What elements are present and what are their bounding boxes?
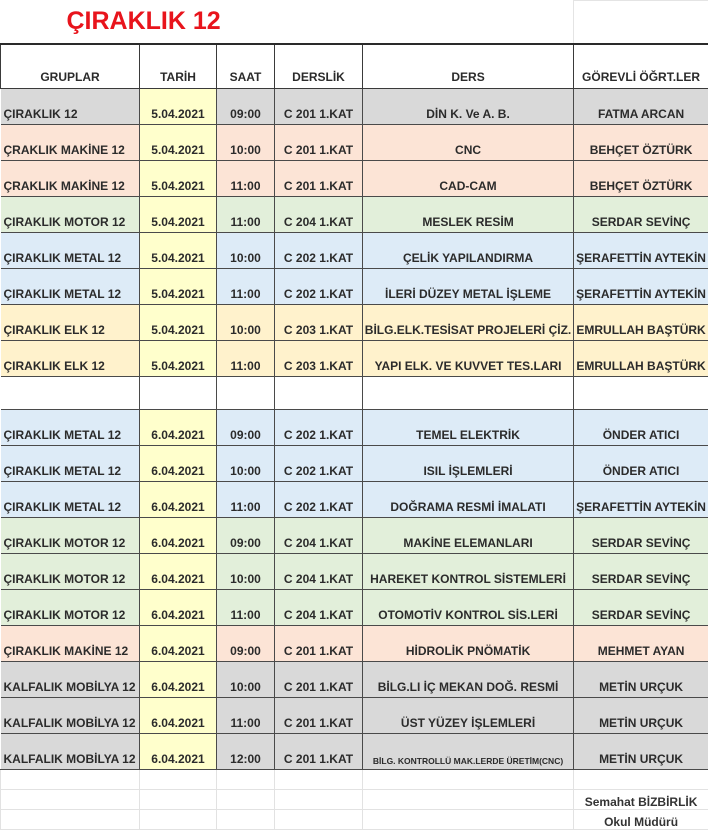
room-cell[interactable]: C 202 1.KAT [275, 482, 363, 518]
table-row [1, 626, 708, 662]
empty-cell[interactable] [217, 770, 275, 790]
course-cell[interactable]: HİDROLİK PNÖMATİK [363, 626, 574, 662]
title-row [1, 1, 708, 45]
teacher-cell[interactable]: BEHÇET ÖZTÜRK [574, 161, 708, 197]
room-cell[interactable]: C 204 1.KAT [275, 554, 363, 590]
date-cell[interactable]: 5.04.2021 [140, 233, 217, 269]
course-cell[interactable]: ÜST YÜZEY İŞLEMLERİ [363, 698, 574, 734]
date-cell[interactable]: 6.04.2021 [140, 698, 217, 734]
room-cell[interactable]: C 202 1.KAT [275, 269, 363, 305]
teacher-cell[interactable]: FATMA ARCAN [574, 89, 708, 125]
time-cell[interactable]: 09:00 [217, 626, 275, 662]
teacher-cell[interactable]: ÖNDER ATICI [574, 410, 708, 446]
time-cell[interactable]: 11:00 [217, 161, 275, 197]
course-cell[interactable]: CNC [363, 125, 574, 161]
group-cell[interactable]: ÇIRAKLIK METAL 12 [1, 233, 140, 269]
time-cell[interactable]: 10:00 [217, 233, 275, 269]
date-cell[interactable]: 5.04.2021 [140, 161, 217, 197]
empty-cell[interactable] [363, 810, 574, 830]
empty-cell[interactable] [217, 790, 275, 810]
course-cell[interactable]: TEMEL ELEKTRİK [363, 410, 574, 446]
empty-cell[interactable] [1, 770, 140, 790]
teacher-cell[interactable]: METİN URÇUK [574, 734, 708, 770]
header-saat: SAAT [217, 44, 275, 89]
header-gruplar: GRUPLAR [1, 44, 140, 89]
course-cell[interactable]: HAREKET KONTROL SİSTEMLERİ [363, 554, 574, 590]
room-cell[interactable]: C 202 1.KAT [275, 446, 363, 482]
empty-cell[interactable] [275, 377, 363, 410]
date-cell[interactable]: 5.04.2021 [140, 125, 217, 161]
group-cell[interactable]: ÇIRAKLIK METAL 12 [1, 482, 140, 518]
group-cell[interactable]: ÇIRAKLIK MOTOR 12 [1, 590, 140, 626]
teacher-cell[interactable]: SERDAR SEVİNÇ [574, 518, 708, 554]
group-cell[interactable]: ÇIRAKLIK METAL 12 [1, 446, 140, 482]
teacher-cell[interactable]: ÖNDER ATICI [574, 446, 708, 482]
room-cell[interactable]: C 204 1.KAT [275, 518, 363, 554]
table-row [1, 233, 708, 269]
date-cell[interactable]: 6.04.2021 [140, 626, 217, 662]
date-cell[interactable]: 5.04.2021 [140, 89, 217, 125]
group-cell[interactable]: ÇRAKLIK MAKİNE 12 [1, 125, 140, 161]
empty-cell[interactable] [574, 1, 708, 45]
teacher-cell[interactable]: SERDAR SEVİNÇ [574, 590, 708, 626]
course-cell[interactable]: MESLEK RESİM [363, 197, 574, 233]
empty-cell[interactable] [363, 770, 574, 790]
date-cell[interactable]: 6.04.2021 [140, 734, 217, 770]
empty-cell[interactable] [574, 377, 708, 410]
table-row [1, 482, 708, 518]
table-row [1, 698, 708, 734]
time-cell[interactable]: 09:00 [217, 410, 275, 446]
table-row [1, 161, 708, 197]
time-cell[interactable]: 12:00 [217, 734, 275, 770]
empty-cell[interactable] [363, 790, 574, 810]
date-cell[interactable]: 5.04.2021 [140, 197, 217, 233]
time-cell[interactable]: 11:00 [217, 341, 275, 377]
course-cell[interactable]: MAKİNE ELEMANLARI [363, 518, 574, 554]
table-row [1, 734, 708, 770]
time-cell[interactable]: 09:00 [217, 518, 275, 554]
group-cell[interactable]: ÇIRAKLIK MAKİNE 12 [1, 626, 140, 662]
time-cell[interactable]: 10:00 [217, 125, 275, 161]
date-cell[interactable]: 6.04.2021 [140, 410, 217, 446]
group-cell[interactable]: ÇIRAKLIK ELK 12 [1, 341, 140, 377]
table-row [1, 590, 708, 626]
time-cell[interactable]: 11:00 [217, 269, 275, 305]
room-cell[interactable]: C 201 1.KAT [275, 89, 363, 125]
room-cell[interactable]: C 202 1.KAT [275, 410, 363, 446]
group-cell[interactable]: ÇIRAKLIK MOTOR 12 [1, 554, 140, 590]
course-cell[interactable]: YAPI ELK. VE KUVVET TES.LARI [363, 341, 574, 377]
empty-cell[interactable] [1, 790, 140, 810]
sheet-title: ÇIRAKLIK 12 [1, 1, 574, 45]
group-cell[interactable]: ÇIRAKLIK MOTOR 12 [1, 518, 140, 554]
time-cell[interactable]: 11:00 [217, 590, 275, 626]
teacher-cell[interactable]: EMRULLAH BAŞTÜRK [574, 341, 708, 377]
group-cell[interactable]: KALFALIK MOBİLYA 12 [1, 734, 140, 770]
room-cell[interactable]: C 201 1.KAT [275, 734, 363, 770]
date-cell[interactable]: 5.04.2021 [140, 341, 217, 377]
room-cell[interactable]: C 201 1.KAT [275, 125, 363, 161]
group-cell[interactable]: ÇIRAKLIK ELK 12 [1, 305, 140, 341]
date-cell[interactable]: 6.04.2021 [140, 662, 217, 698]
course-cell[interactable]: İLERİ DÜZEY METAL İŞLEME [363, 269, 574, 305]
empty-cell[interactable] [275, 790, 363, 810]
table-row [1, 269, 708, 305]
group-cell[interactable]: KALFALIK MOBİLYA 12 [1, 698, 140, 734]
header-derslik: DERSLİK [275, 44, 363, 89]
teacher-cell[interactable]: ŞERAFETTİN AYTEKİN [574, 269, 708, 305]
course-cell[interactable]: BİLG.LI İÇ MEKAN DOĞ. RESMİ [363, 662, 574, 698]
empty-cell[interactable] [574, 770, 708, 790]
time-cell[interactable]: 10:00 [217, 305, 275, 341]
date-cell[interactable]: 5.04.2021 [140, 269, 217, 305]
group-cell[interactable]: ÇIRAKLIK MOTOR 12 [1, 197, 140, 233]
date-cell[interactable]: 6.04.2021 [140, 590, 217, 626]
date-cell[interactable]: 6.04.2021 [140, 554, 217, 590]
time-cell[interactable]: 11:00 [217, 698, 275, 734]
header-ogretmenler: GÖREVLİ ÖĞRT.LER [574, 44, 708, 89]
course-cell[interactable]: OTOMOTİV KONTROL SİS.LERİ [363, 590, 574, 626]
empty-cell[interactable] [275, 810, 363, 830]
empty-cell[interactable] [140, 770, 217, 790]
teacher-cell[interactable]: SERDAR SEVİNÇ [574, 554, 708, 590]
time-cell[interactable]: 11:00 [217, 482, 275, 518]
time-cell[interactable]: 10:00 [217, 662, 275, 698]
table-row [1, 662, 708, 698]
teacher-cell[interactable]: METİN URÇUK [574, 662, 708, 698]
group-cell[interactable]: ÇRAKLIK MAKİNE 12 [1, 161, 140, 197]
course-cell[interactable]: ISIL İŞLEMLERİ [363, 446, 574, 482]
empty-cell[interactable] [140, 377, 217, 410]
group-cell[interactable]: ÇIRAKLIK METAL 12 [1, 269, 140, 305]
course-cell[interactable]: CAD-CAM [363, 161, 574, 197]
signature-role: Okul Müdürü [574, 810, 708, 830]
empty-cell[interactable] [217, 377, 275, 410]
time-cell[interactable]: 10:00 [217, 554, 275, 590]
course-cell[interactable]: DOĞRAMA RESMİ İMALATI [363, 482, 574, 518]
course-cell[interactable]: DİN K. Ve A. B. [363, 89, 574, 125]
time-cell[interactable]: 10:00 [217, 446, 275, 482]
date-cell[interactable]: 5.04.2021 [140, 305, 217, 341]
course-cell[interactable]: BİLG.ELK.TESİSAT PROJELERİ ÇİZ. [363, 305, 574, 341]
room-cell[interactable]: C 201 1.KAT [275, 626, 363, 662]
room-cell[interactable]: C 201 1.KAT [275, 698, 363, 734]
room-cell[interactable]: C 201 1.KAT [275, 662, 363, 698]
empty-cell[interactable] [217, 810, 275, 830]
empty-cell[interactable] [1, 810, 140, 830]
date-cell[interactable]: 6.04.2021 [140, 518, 217, 554]
blank-separator-row [1, 377, 708, 410]
teacher-cell[interactable]: BEHÇET ÖZTÜRK [574, 125, 708, 161]
header-row [1, 44, 708, 89]
table-row [1, 554, 708, 590]
room-cell[interactable]: C 202 1.KAT [275, 233, 363, 269]
empty-cell[interactable] [140, 810, 217, 830]
table-row [1, 341, 708, 377]
table-row [1, 89, 708, 125]
header-tarih: TARİH [140, 44, 217, 89]
table-row [1, 125, 708, 161]
time-cell[interactable]: 11:00 [217, 197, 275, 233]
table-row [1, 410, 708, 446]
table-row [1, 305, 708, 341]
group-cell[interactable]: ÇIRAKLIK 12 [1, 89, 140, 125]
empty-cell[interactable] [140, 790, 217, 810]
teacher-cell[interactable]: ŞERAFETTİN AYTEKİN [574, 233, 708, 269]
header-ders: DERS [363, 44, 574, 89]
group-cell[interactable]: KALFALIK MOBİLYA 12 [1, 662, 140, 698]
date-cell[interactable]: 6.04.2021 [140, 482, 217, 518]
teacher-cell[interactable]: EMRULLAH BAŞTÜRK [574, 305, 708, 341]
table-row [1, 446, 708, 482]
room-cell[interactable]: C 203 1.KAT [275, 305, 363, 341]
room-cell[interactable]: C 203 1.KAT [275, 341, 363, 377]
empty-cell[interactable] [275, 770, 363, 790]
room-cell[interactable]: C 204 1.KAT [275, 590, 363, 626]
teacher-cell[interactable]: METİN URÇUK [574, 698, 708, 734]
group-cell[interactable]: ÇIRAKLIK METAL 12 [1, 410, 140, 446]
date-cell[interactable]: 6.04.2021 [140, 446, 217, 482]
course-cell[interactable]: BİLG. KONTROLLÜ MAK.LERDE ÜRETİM(CNC) [363, 734, 574, 770]
empty-row [1, 770, 708, 790]
signature-name: Semahat BİZBİRLİK [574, 790, 708, 810]
signature-role-row [1, 810, 708, 830]
teacher-cell[interactable]: MEHMET AYAN [574, 626, 708, 662]
room-cell[interactable]: C 204 1.KAT [275, 197, 363, 233]
empty-cell[interactable] [1, 377, 140, 410]
room-cell[interactable]: C 201 1.KAT [275, 161, 363, 197]
empty-cell[interactable] [363, 377, 574, 410]
teacher-cell[interactable]: ŞERAFETTİN AYTEKİN [574, 482, 708, 518]
teacher-cell[interactable]: SERDAR SEVİNÇ [574, 197, 708, 233]
course-cell[interactable]: ÇELİK YAPILANDIRMA [363, 233, 574, 269]
signature-name-row [1, 790, 708, 810]
table-row [1, 518, 708, 554]
time-cell[interactable]: 09:00 [217, 89, 275, 125]
table-row [1, 197, 708, 233]
